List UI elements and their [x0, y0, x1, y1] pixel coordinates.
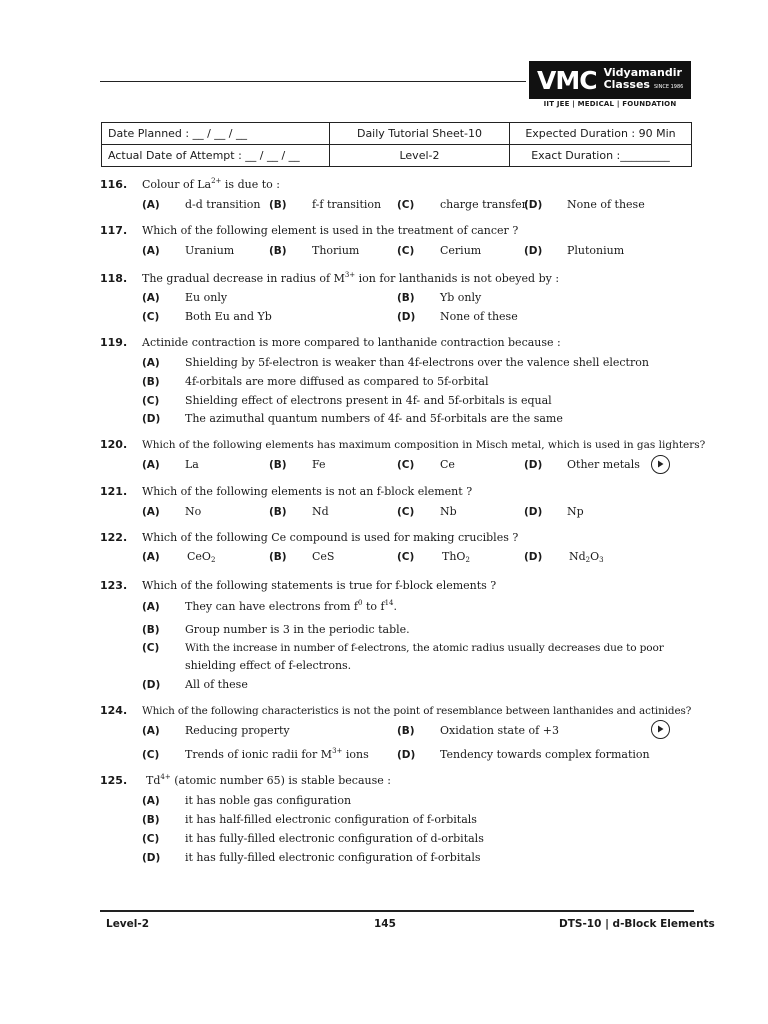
- expected-duration: Expected Duration : 90 Min: [510, 123, 692, 145]
- option-label-d: (D): [397, 311, 416, 323]
- option-d: None of these: [440, 310, 518, 323]
- option-b: Oxidation state of +3: [440, 724, 559, 737]
- logo-since: SINCE 1986: [653, 84, 684, 90]
- question-number: 116.: [100, 178, 128, 191]
- option-label-a: (A): [142, 199, 160, 211]
- option-b: Group number is 3 in the periodic table.: [185, 623, 410, 636]
- question-text: Which of the following statements is true for f-block elements ?: [142, 579, 497, 592]
- option-label-d: (D): [142, 413, 161, 425]
- question-number: 118.: [100, 272, 128, 285]
- option-label-c: (C): [142, 395, 160, 407]
- question-text: Actinide contraction is more compared to lanthanide contraction because :: [142, 336, 561, 349]
- option-a: La: [185, 458, 199, 471]
- option-a: Uranium: [185, 244, 235, 257]
- option-label-d: (D): [142, 679, 161, 691]
- option-label-a: (A): [142, 459, 160, 471]
- video-play-icon[interactable]: [651, 455, 670, 474]
- option-label-a: (A): [142, 357, 160, 369]
- date-planned: Date Planned : __ / __ / __: [102, 123, 330, 145]
- option-label-d: (D): [524, 506, 543, 518]
- option-label-a: (A): [142, 292, 160, 304]
- option-label-a: (A): [142, 245, 160, 257]
- option-label-c: (C): [142, 642, 160, 654]
- option-b: Fe: [312, 458, 326, 471]
- option-label-c: (C): [397, 199, 415, 211]
- option-d: Np: [567, 505, 584, 518]
- vmc-logo: [529, 61, 691, 99]
- option-c: Ce: [440, 458, 455, 471]
- option-label-c: (C): [397, 459, 415, 471]
- page-number: 145: [374, 918, 396, 930]
- option-label-b: (B): [142, 814, 160, 826]
- option-b: CeS: [312, 550, 335, 563]
- question-number: 122.: [100, 531, 128, 544]
- footer-rule: [100, 910, 694, 912]
- option-c-line1: With the increase in number of f-electrons, the atomic radius usually decreases due to poor: [185, 642, 664, 654]
- option-c: Both Eu and Yb: [185, 310, 272, 323]
- question-text: Which of the following elements has maximum composition in Misch metal, which is used in gas lighters?: [142, 439, 706, 451]
- option-label-d: (D): [524, 199, 543, 211]
- option-b: Yb only: [440, 291, 482, 304]
- option-label-b: (B): [269, 459, 287, 471]
- option-d: $Nd_2O_3$: [569, 550, 604, 564]
- logo-name-line2: Classes: [603, 78, 650, 91]
- option-label-b: (B): [142, 376, 160, 388]
- option-d: it has fully-filled electronic configuration of f-orbitals: [185, 851, 481, 864]
- question-number: 124.: [100, 704, 128, 717]
- question-number: 117.: [100, 224, 128, 237]
- option-d: Plutonium: [567, 244, 625, 257]
- question-number: 125.: [100, 774, 128, 787]
- option-d: None of these: [567, 198, 645, 211]
- footer-chapter: DTS-10 | d-Block Elements: [559, 918, 715, 930]
- option-b: 4f-orbitals are more diffused as compared to 5f-orbital: [185, 375, 489, 388]
- option-d: All of these: [185, 678, 248, 691]
- logo-tagline: IIT JEE | MEDICAL | FOUNDATION: [543, 100, 677, 108]
- option-label-b: (B): [142, 624, 160, 636]
- option-c: charge transfer: [440, 198, 527, 211]
- option-b: it has half-filled electronic configuration of f-orbitals: [185, 813, 477, 826]
- video-play-icon[interactable]: [651, 720, 670, 739]
- option-a: it has noble gas configuration: [185, 794, 352, 807]
- sheet-title: Daily Tutorial Sheet-10: [330, 123, 510, 145]
- option-label-a: (A): [142, 551, 160, 563]
- option-a: Shielding by 5f-electron is weaker than 4f-electrons over the valence shell electron: [185, 356, 649, 369]
- option-a: CeO$_2$: [187, 550, 216, 564]
- question-text: Which of the following elements is not an f-block element ?: [142, 485, 473, 498]
- actual-date: Actual Date of Attempt : __ / __ / __: [102, 145, 330, 167]
- option-c: Cerium: [440, 244, 482, 257]
- option-label-d: (D): [524, 459, 543, 471]
- question-text: $Td^{4+}$ (atomic number 65) is stable because :: [146, 773, 391, 787]
- option-label-c: (C): [142, 749, 160, 761]
- option-label-a: (A): [142, 795, 160, 807]
- question-number: 121.: [100, 485, 128, 498]
- option-b: Thorium: [312, 244, 360, 257]
- option-label-d: (D): [397, 749, 416, 761]
- option-c: ThO$_2$: [442, 550, 470, 564]
- option-d: Tendency towards complex formation: [440, 748, 650, 761]
- option-a: They can have electrons from $f^0$ to $f^{14}$.: [185, 599, 397, 613]
- option-label-c: (C): [142, 833, 160, 845]
- footer-level: Level-2: [106, 918, 150, 930]
- option-c: Nb: [440, 505, 457, 518]
- option-label-c: (C): [397, 551, 415, 563]
- option-label-b: (B): [269, 506, 287, 518]
- option-label-b: (B): [397, 292, 415, 304]
- option-a: Eu only: [185, 291, 228, 304]
- logo-brand: VMC: [537, 65, 597, 95]
- option-d: The azimuthal quantum numbers of 4f- and 5f-orbitals are the same: [185, 412, 563, 425]
- option-label-b: (B): [397, 725, 415, 737]
- option-c: Trends of ionic radii for $M^{3+}$ ions: [185, 747, 369, 761]
- logo-name-line1: Vidyamandir: [603, 66, 682, 79]
- question-text: Which of the following Ce compound is used for making crucibles ?: [142, 531, 519, 544]
- option-label-c: (C): [397, 506, 415, 518]
- header-rule: [100, 81, 526, 82]
- question-number: 120.: [100, 438, 128, 451]
- option-c: it has fully-filled electronic configuration of d-orbitals: [185, 832, 484, 845]
- option-label-a: (A): [142, 725, 160, 737]
- option-c: Shielding effect of electrons present in 4f- and 5f-orbitals is equal: [185, 394, 552, 407]
- option-b: Nd: [312, 505, 329, 518]
- option-label-a: (A): [142, 601, 160, 613]
- option-label-b: (B): [269, 551, 287, 563]
- option-label-c: (C): [397, 245, 415, 257]
- option-b: f-f transition: [312, 198, 382, 211]
- question-text: The gradual decrease in radius of $M^{3+}$ ion for lanthanids is not obeyed by :: [142, 271, 560, 285]
- option-label-d: (D): [524, 245, 543, 257]
- question-text: Which of the following element is used in the treatment of cancer ?: [142, 224, 519, 237]
- question-number: 119.: [100, 336, 128, 349]
- option-label-d: (D): [142, 852, 161, 864]
- option-d: Other metals: [567, 458, 640, 471]
- option-a: Reducing property: [185, 724, 290, 737]
- question-number: 123.: [100, 579, 128, 592]
- option-label-b: (B): [269, 245, 287, 257]
- option-label-b: (B): [269, 199, 287, 211]
- question-text: Colour of $La^{2+}$ is due to :: [142, 177, 280, 191]
- exact-duration: Exact Duration :_________: [510, 145, 692, 167]
- option-c-line2: shielding effect of f-electrons.: [185, 659, 352, 672]
- option-label-a: (A): [142, 506, 160, 518]
- level: Level-2: [330, 145, 510, 167]
- question-text: Which of the following characteristics is not the point of resemblance between lanthanides and actinides?: [142, 705, 692, 717]
- option-label-c: (C): [142, 311, 160, 323]
- option-a: No: [185, 505, 202, 518]
- option-a: d-d transition: [185, 198, 261, 211]
- sheet-info-table: [101, 122, 692, 167]
- option-label-d: (D): [524, 551, 543, 563]
